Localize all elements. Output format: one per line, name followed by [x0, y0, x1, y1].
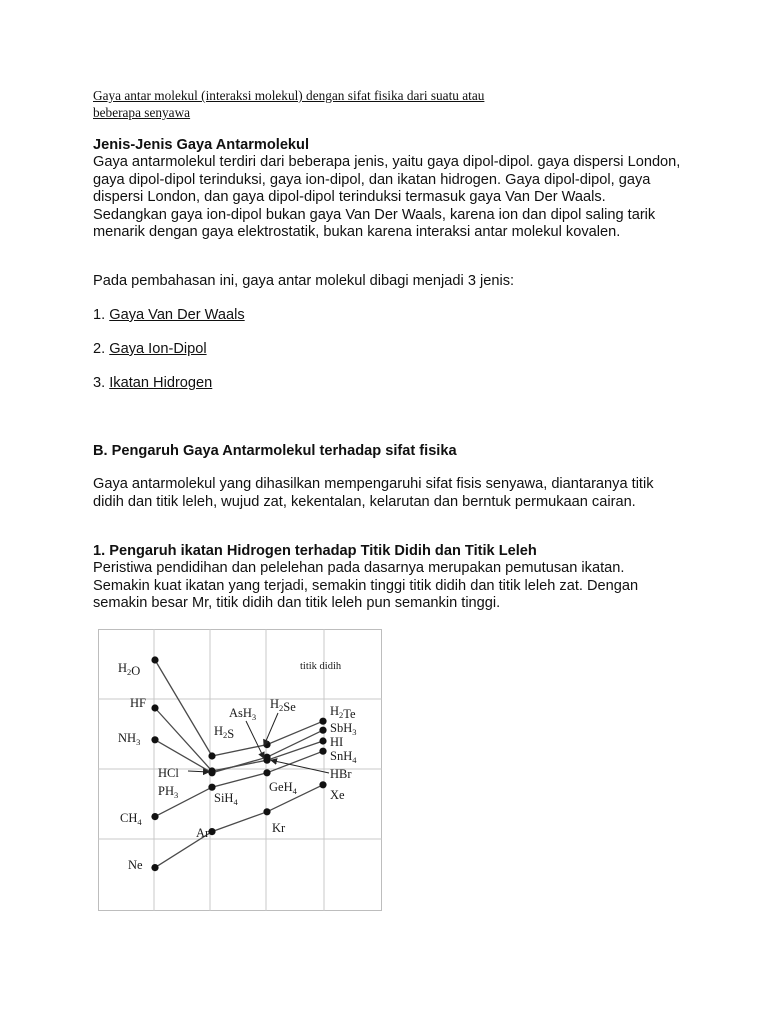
chart-point-label: $H_2Te$ — [330, 704, 356, 721]
chart-point-label: $H_2O$ — [118, 661, 141, 678]
chart-point-label: AsH$_3$ — [229, 706, 257, 722]
types-heading: Jenis-Jenis Gaya Antarmolekul — [93, 137, 310, 153]
chart-data-point — [208, 752, 215, 759]
chart-data-point — [319, 748, 326, 755]
list-item-number: 3. — [93, 375, 106, 391]
chart-data-point — [319, 727, 326, 734]
chart-data-point — [151, 704, 158, 711]
list-item — [93, 341, 683, 359]
document-title-line-1: Gaya antar molekul (interaksi molekul) dengan sifat fisika dari suatu atau — [93, 88, 485, 103]
list-item — [93, 375, 683, 393]
chart-point-label: Kr — [272, 821, 286, 835]
chart-point-label: SnH$_4$ — [330, 749, 357, 765]
chart-title: titik didih — [300, 661, 342, 672]
chart-point-label: $H_2S$ — [214, 724, 235, 741]
chart-point-label: HCl — [158, 766, 179, 780]
boiling-point-chart — [98, 629, 382, 911]
chart-data-point — [208, 828, 215, 835]
chart-data-point — [263, 808, 270, 815]
list-item-number: 2. — [93, 341, 106, 357]
chart-data-point — [151, 736, 158, 743]
chart-point-label: $H_2Se$ — [270, 697, 296, 714]
list-item — [93, 307, 683, 325]
chart-data-point — [208, 784, 215, 791]
types-paragraph: Gaya antarmolekul terdiri dari beberapa jenis, yaitu gaya dipol-dipol. gaya dispersi London, gaya dipol-dipol terinduksi, gaya ion-dipol, dan ikatan hidrogen. Gaya dipol-dipol, gaya dispersi London, dan gaya dipol-dipol terinduksi termasuk gaya Van Der Waals. Sedangkan gaya ion-dipol bukan gaya Van Der Waals, karena ion dan dipol saling tarik menarik dengan gaya elektrostatik, bukan karena interaksi antar molekul kovalen. — [93, 154, 681, 240]
chart-point-label: SbH$_3$ — [330, 721, 357, 737]
document-title-line-2: beberapa senyawa — [93, 105, 191, 120]
list-item-number: 1. — [93, 307, 106, 323]
subsection-1-heading: 1. Pengaruh ikatan Hidrogen terhadap Titik Didih dan Titik Leleh — [93, 543, 537, 559]
section-b-paragraph: Gaya antarmolekul yang dihasilkan mempengaruhi sifat fisis senyawa, diantaranya titik didih dan titik leleh, wujud zat, kekentalan, kelarutan dan berntuk permukaan cairan. — [93, 476, 654, 510]
chart-point-label: Ar — [196, 826, 210, 840]
chart-point-label: HF — [130, 696, 146, 710]
link-gaya-ion-dipol[interactable]: Gaya Ion-Dipol — [109, 341, 207, 357]
chart-point-label: $CH_4$ — [120, 811, 142, 827]
link-ikatan-hidrogen[interactable]: Ikatan Hidrogen — [109, 375, 213, 391]
chart-point-label: SiH$_4$ — [214, 791, 238, 807]
chart-data-point — [151, 864, 158, 871]
chart-point-label: Ne — [128, 858, 143, 872]
chart-data-point — [319, 737, 326, 744]
chart-data-point — [319, 781, 326, 788]
types-intro: Pada pembahasan ini, gaya antar molekul dibagi menjadi 3 jenis: — [93, 273, 515, 289]
chart-svg — [98, 629, 382, 911]
subsection-1-paragraph: Peristiwa pendidihan dan pelelehan pada dasarnya merupakan pemutusan ikatan. Semakin kuat ikatan yang terjadi, semakin tinggi titik didih dan titik leleh zat. Dengan semakin besar Mr, titik didih dan titik leleh pun semankin tinggi. — [93, 560, 639, 611]
document-title — [93, 87, 573, 121]
chart-point-label: HBr — [330, 767, 352, 781]
link-gaya-van-der-waals[interactable]: Gaya Van Der Waals — [109, 307, 245, 323]
chart-data-point — [151, 656, 158, 663]
chart-point-label: $NH_3$ — [118, 731, 141, 747]
chart-point-label: HI — [330, 735, 344, 749]
chart-data-point — [319, 718, 326, 725]
chart-data-point — [151, 813, 158, 820]
section-b-heading: B. Pengaruh Gaya Antarmolekul terhadap sifat fisika — [93, 443, 457, 459]
chart-point-label: Xe — [330, 788, 345, 802]
chart-point-label: GeH$_4$ — [269, 780, 297, 796]
chart-data-point — [263, 769, 270, 776]
chart-data-point — [208, 769, 215, 776]
chart-point-label: $PH_3$ — [158, 784, 179, 800]
chart-data-point — [263, 754, 270, 761]
